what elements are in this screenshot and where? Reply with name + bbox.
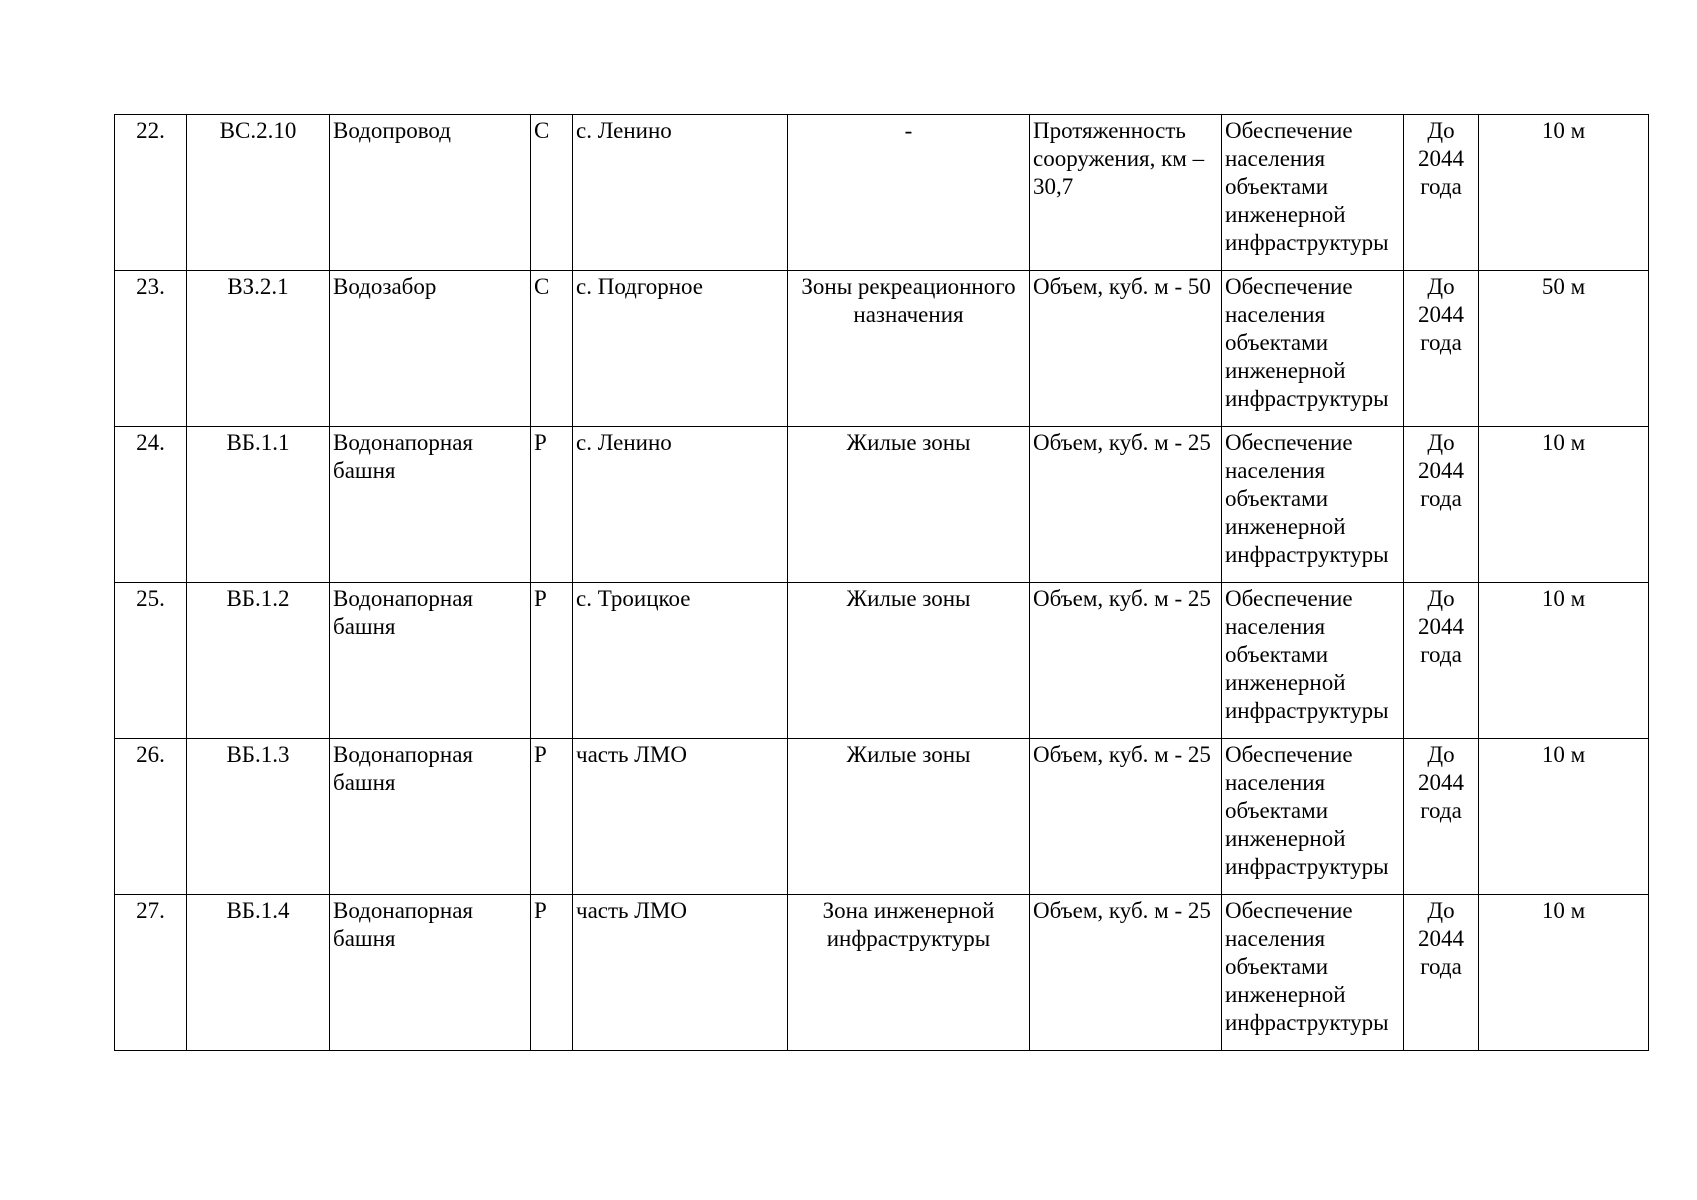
object-location: с. Троицкое bbox=[573, 583, 788, 739]
object-name: Водонапорная башня bbox=[330, 427, 531, 583]
functional-zone: - bbox=[788, 115, 1030, 271]
implementation-term: До 2044 года bbox=[1404, 271, 1479, 427]
protection-zone: 10 м bbox=[1479, 427, 1649, 583]
row-number: 23. bbox=[115, 271, 187, 427]
object-purpose: Обеспечение населения объектами инженерной инфраструктуры bbox=[1222, 271, 1404, 427]
table-row bbox=[115, 115, 1649, 271]
object-characteristics: Объем, куб. м - 25 bbox=[1030, 895, 1222, 1051]
table-row bbox=[115, 271, 1649, 427]
object-name: Водонапорная башня bbox=[330, 583, 531, 739]
object-characteristics: Объем, куб. м - 25 bbox=[1030, 739, 1222, 895]
functional-zone: Зона инженерной инфраструктуры bbox=[788, 895, 1030, 1051]
object-status: Р bbox=[531, 895, 573, 1051]
row-number: 26. bbox=[115, 739, 187, 895]
object-characteristics: Объем, куб. м - 50 bbox=[1030, 271, 1222, 427]
protection-zone: 50 м bbox=[1479, 271, 1649, 427]
object-location: с. Ленино bbox=[573, 427, 788, 583]
object-status: Р bbox=[531, 583, 573, 739]
object-name: Водозабор bbox=[330, 271, 531, 427]
protection-zone: 10 м bbox=[1479, 115, 1649, 271]
functional-zone: Жилые зоны bbox=[788, 427, 1030, 583]
table-row bbox=[115, 427, 1649, 583]
functional-zone: Зоны рекреационного назначения bbox=[788, 271, 1030, 427]
row-number: 24. bbox=[115, 427, 187, 583]
object-status: С bbox=[531, 271, 573, 427]
table-body bbox=[115, 115, 1649, 1051]
object-status: С bbox=[531, 115, 573, 271]
functional-zone: Жилые зоны bbox=[788, 739, 1030, 895]
object-name: Водонапорная башня bbox=[330, 739, 531, 895]
object-purpose: Обеспечение населения объектами инженерной инфраструктуры bbox=[1222, 739, 1404, 895]
object-name: Водопровод bbox=[330, 115, 531, 271]
object-code: ВБ.1.4 bbox=[187, 895, 330, 1051]
object-purpose: Обеспечение населения объектами инженерной инфраструктуры bbox=[1222, 583, 1404, 739]
object-location: часть ЛМО bbox=[573, 739, 788, 895]
object-location: с. Подгорное bbox=[573, 271, 788, 427]
object-characteristics: Объем, куб. м - 25 bbox=[1030, 583, 1222, 739]
object-characteristics: Объем, куб. м - 25 bbox=[1030, 427, 1222, 583]
functional-zone: Жилые зоны bbox=[788, 583, 1030, 739]
object-code: ВБ.1.2 bbox=[187, 583, 330, 739]
row-number: 25. bbox=[115, 583, 187, 739]
protection-zone: 10 м bbox=[1479, 583, 1649, 739]
implementation-term: До 2044 года bbox=[1404, 895, 1479, 1051]
object-purpose: Обеспечение населения объектами инженерной инфраструктуры bbox=[1222, 427, 1404, 583]
object-name: Водонапорная башня bbox=[330, 895, 531, 1051]
table-row bbox=[115, 895, 1649, 1051]
implementation-term: До 2044 года bbox=[1404, 427, 1479, 583]
implementation-term: До 2044 года bbox=[1404, 583, 1479, 739]
object-purpose: Обеспечение населения объектами инженерной инфраструктуры bbox=[1222, 115, 1404, 271]
row-number: 22. bbox=[115, 115, 187, 271]
table-row bbox=[115, 583, 1649, 739]
object-location: часть ЛМО bbox=[573, 895, 788, 1051]
implementation-term: До 2044 года bbox=[1404, 739, 1479, 895]
object-location: с. Ленино bbox=[573, 115, 788, 271]
object-status: Р bbox=[531, 739, 573, 895]
object-purpose: Обеспечение населения объектами инженерной инфраструктуры bbox=[1222, 895, 1404, 1051]
row-number: 27. bbox=[115, 895, 187, 1051]
protection-zone: 10 м bbox=[1479, 895, 1649, 1051]
object-code: ВС.2.10 bbox=[187, 115, 330, 271]
object-code: ВБ.1.1 bbox=[187, 427, 330, 583]
protection-zone: 10 м bbox=[1479, 739, 1649, 895]
object-code: ВЗ.2.1 bbox=[187, 271, 330, 427]
table-row bbox=[115, 739, 1649, 895]
object-status: Р bbox=[531, 427, 573, 583]
object-characteristics: Протяженность сооружения, км – 30,7 bbox=[1030, 115, 1222, 271]
implementation-term: До 2044 года bbox=[1404, 115, 1479, 271]
object-code: ВБ.1.3 bbox=[187, 739, 330, 895]
planned-objects-table bbox=[114, 114, 1649, 1051]
